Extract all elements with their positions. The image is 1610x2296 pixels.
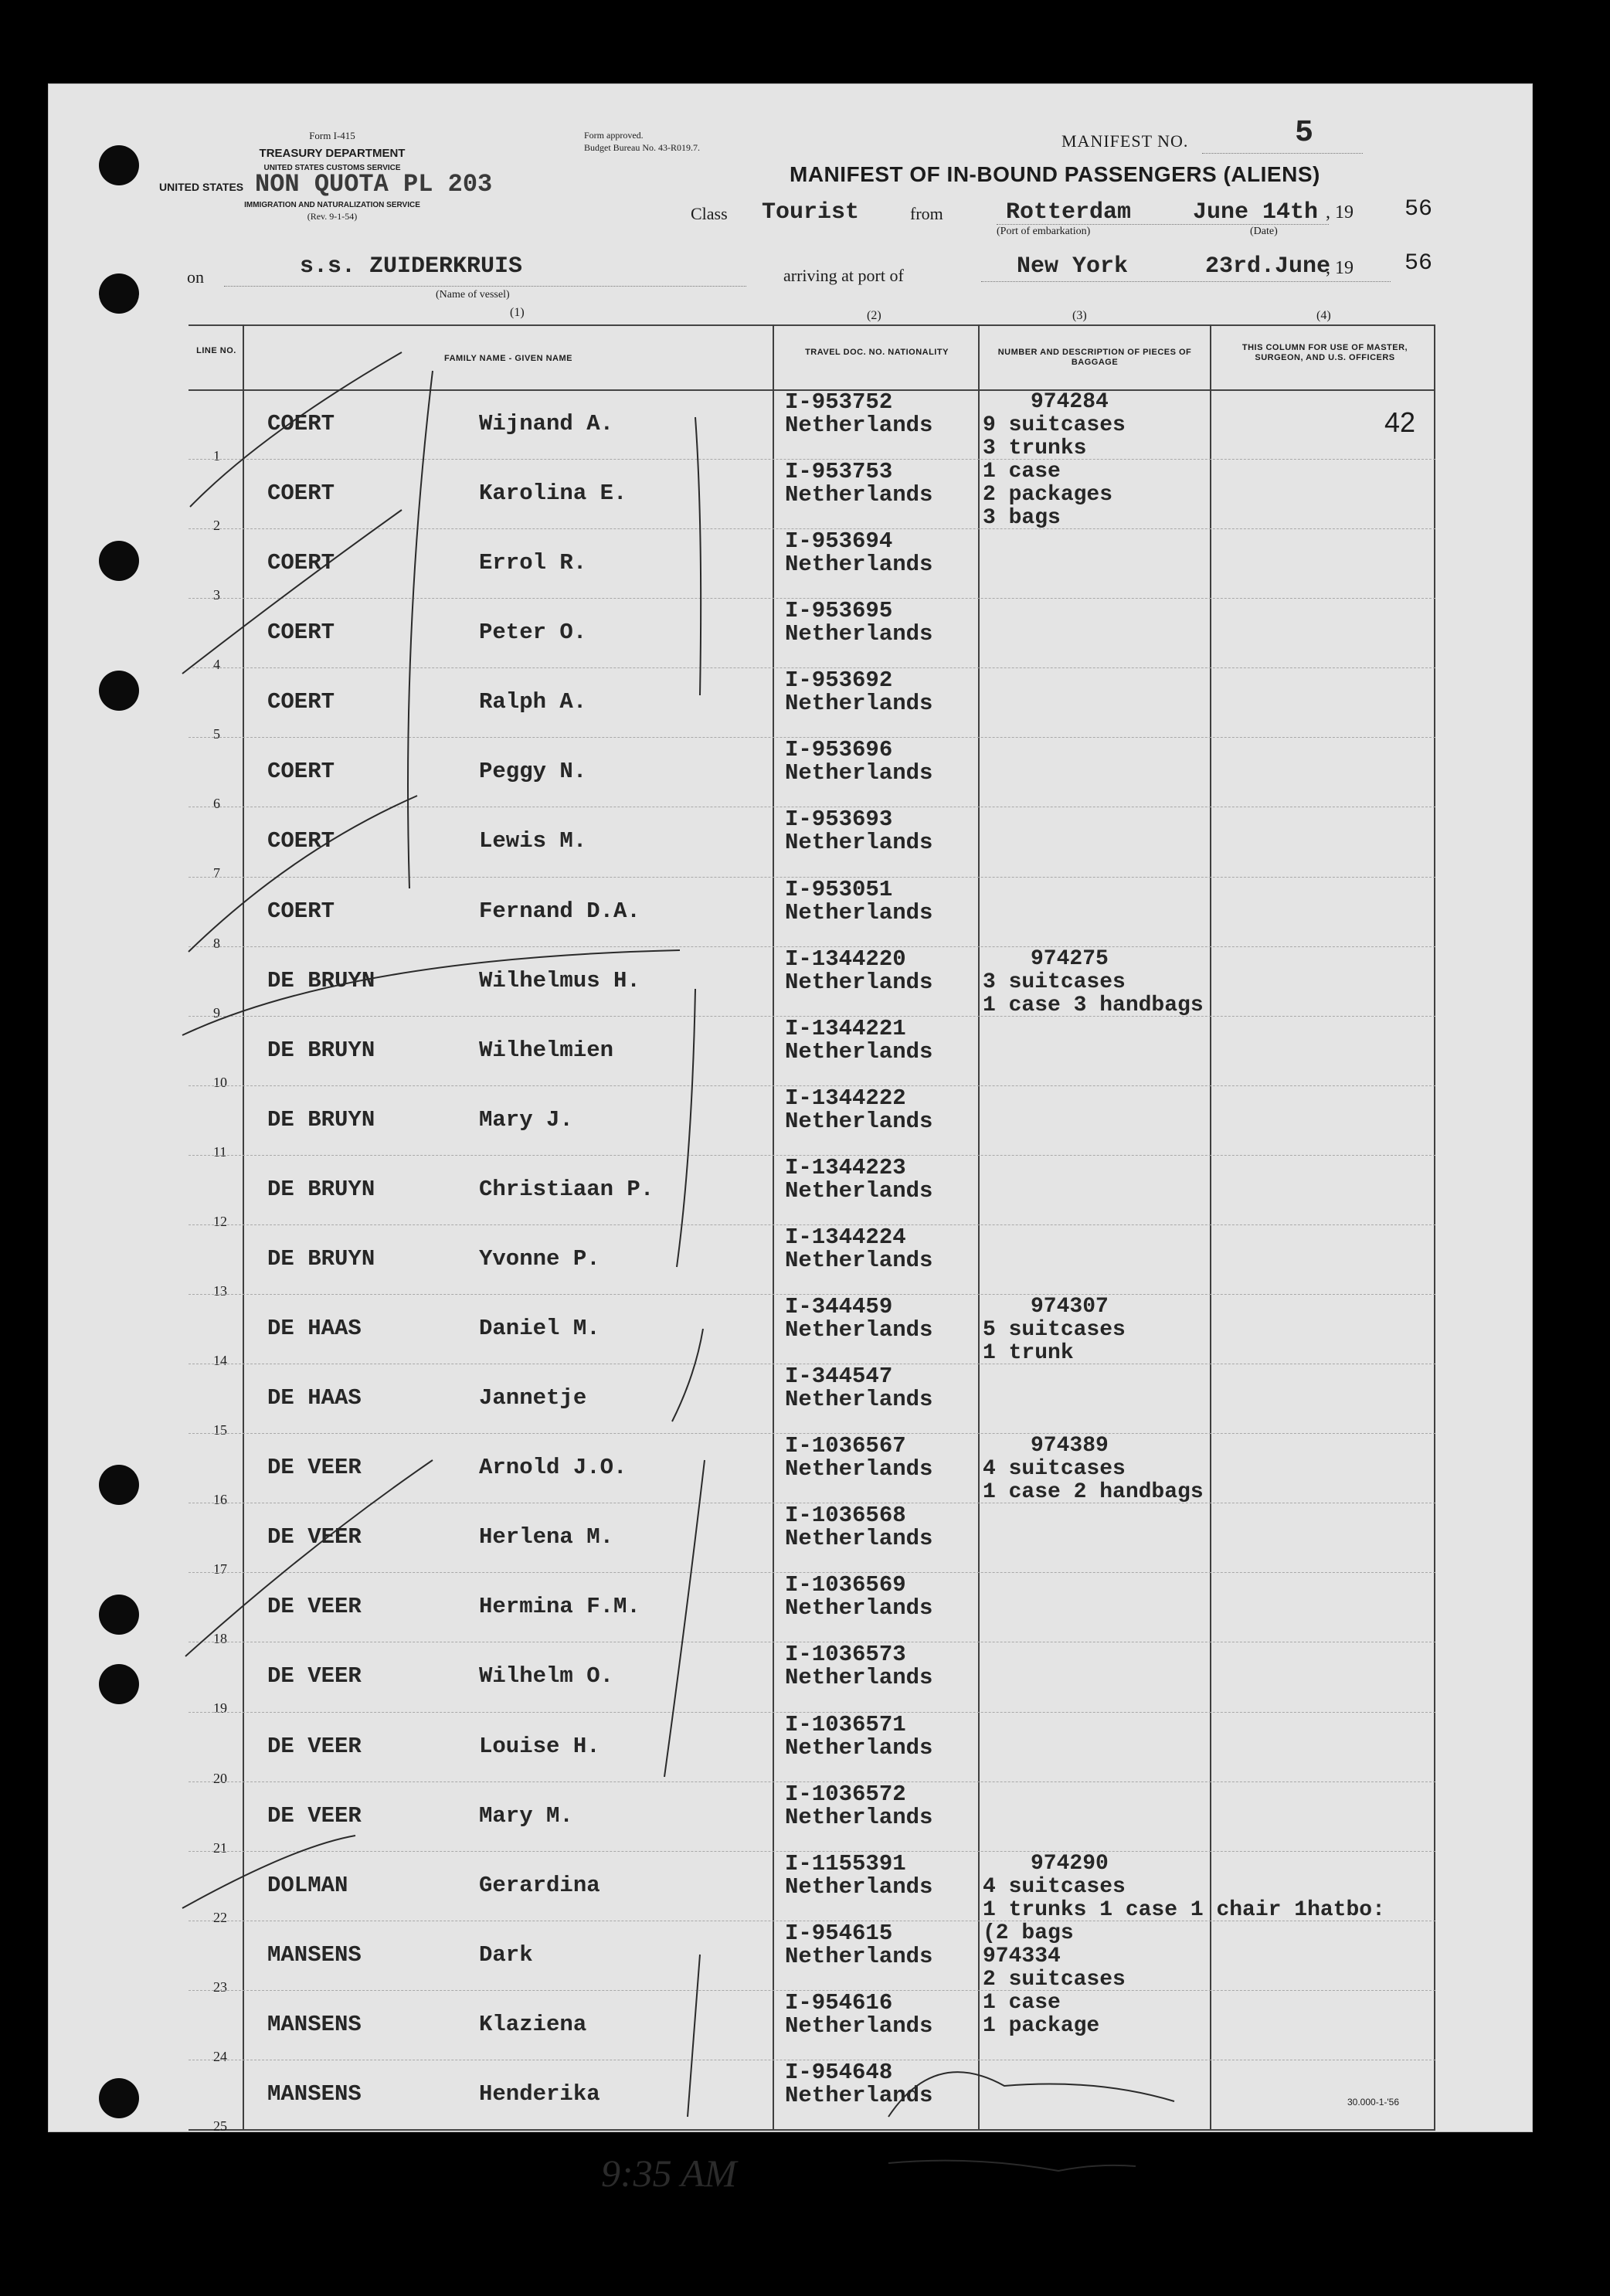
from-label: from (910, 204, 943, 223)
ins-label: IMMIGRATION AND NATURALIZATION SERVICE (244, 201, 420, 209)
travel-doc-number: I-953695 (785, 598, 893, 624)
line-number: 15 (213, 1422, 227, 1438)
given-name: Mary J. (479, 1106, 573, 1133)
baggage-line: 974389 (1031, 1434, 1109, 1459)
travel-doc-number: I-954648 (785, 2059, 893, 2085)
column-header-officers: THIS COLUMN FOR USE OF MASTER, SURGEON, AND U.S. OFFICERS (1241, 343, 1408, 362)
checkmark-stroke (182, 1836, 355, 1908)
line-number: 2 (213, 518, 220, 534)
handwritten-time: 9:35 AM (601, 2152, 737, 2195)
manifest-title: MANIFEST OF IN-BOUND PASSENGERS (ALIENS) (790, 162, 1320, 186)
given-name: Louise H. (479, 1733, 600, 1759)
given-name: Wilhelmien (479, 1037, 614, 1063)
line-number: 24 (213, 2048, 227, 2064)
travel-doc-number: I-953752 (785, 389, 893, 415)
line-number: 14 (213, 1353, 227, 1369)
baggage-line: 4 suitcases (983, 1874, 1126, 1899)
baggage-line: 1 package (983, 2013, 1100, 2038)
family-name: DE VEER (267, 1594, 362, 1620)
baggage-line: 974290 (1031, 1851, 1109, 1876)
given-name: Jannetje (479, 1385, 587, 1411)
revision: (Rev. 9-1-54) (307, 211, 358, 222)
checkmark-stroke (182, 510, 402, 674)
form-number: Form I-415 (309, 130, 355, 141)
family-name: COERT (267, 898, 335, 924)
vessel-caption: (Name of vessel) (436, 289, 510, 301)
vessel-name: s.s. ZUIDERKRUIS (300, 253, 523, 280)
family-name: MANSENS (267, 1941, 362, 1968)
form-footer-code: 30.000-1-'56 (1347, 2097, 1400, 2107)
baggage-line: 9 suitcases (983, 413, 1126, 437)
col-marker-4: (4) (1316, 309, 1331, 322)
family-name: DE VEER (267, 1733, 362, 1759)
travel-doc-number: I-953051 (785, 876, 893, 902)
baggage-line: 974284 (1031, 390, 1109, 414)
given-name: Mary M. (479, 1802, 573, 1829)
travel-doc-number: I-344459 (785, 1294, 893, 1320)
nationality: Netherlands (785, 899, 933, 926)
travel-doc-number: I-953694 (785, 528, 893, 555)
customs-service: UNITED STATES CUSTOMS SERVICE (263, 164, 401, 172)
nationality: Netherlands (785, 969, 933, 995)
baggage-line: 1 case 2 handbags (983, 1480, 1204, 1505)
given-name: Karolina E. (479, 481, 627, 507)
family-name: DE BRUYN (267, 967, 375, 993)
bracket-stroke (664, 1460, 705, 1777)
travel-doc-number: I-344547 (785, 1364, 893, 1390)
line-number: 10 (213, 1074, 227, 1090)
nationality: Netherlands (785, 760, 933, 786)
travel-doc-number: I-1036572 (785, 1781, 906, 1807)
given-name: Yvonne P. (479, 1245, 600, 1272)
line-number: 1 (213, 448, 220, 464)
travel-doc-number: I-1344224 (785, 1224, 906, 1250)
baggage-line: 1 trunks 1 case 1 chair 1hatbo: (983, 1897, 1385, 1922)
baggage-line: 1 case 3 handbags (983, 993, 1204, 1017)
port-of-embarkation: Rotterdam (1006, 199, 1132, 226)
given-name: Ralph A. (479, 689, 587, 715)
year: 56 (1405, 196, 1433, 222)
family-name: COERT (267, 481, 335, 507)
century-label-2: , 19 (1326, 258, 1354, 278)
line-number: 11 (213, 1143, 227, 1160)
line-number: 16 (213, 1492, 227, 1508)
date-caption: (Date) (1250, 226, 1278, 237)
class-value: Tourist (762, 199, 860, 226)
given-name: Wilhelm O. (479, 1663, 614, 1690)
baggage-line: 5 suitcases (983, 1318, 1126, 1343)
family-name: COERT (267, 620, 335, 646)
line-number: 9 (213, 1004, 220, 1021)
manifest-no-label: MANIFEST NO. (1061, 131, 1189, 151)
travel-doc-number: I-953692 (785, 667, 893, 694)
travel-doc-number: I-953693 (785, 807, 893, 833)
year-2: 56 (1405, 250, 1433, 277)
baggage-line: 974307 (1031, 1295, 1109, 1320)
nationality: Netherlands (785, 1108, 933, 1134)
col-marker-2: (2) (867, 309, 881, 322)
nationality: Netherlands (785, 552, 933, 578)
bracket-stroke (672, 1329, 703, 1421)
given-name: Klaziena (479, 2011, 587, 2037)
travel-doc-number: I-1036571 (785, 1711, 906, 1737)
line-number: 22 (213, 1909, 227, 1925)
line-number: 13 (213, 1282, 227, 1299)
officer-note: 42 (1384, 406, 1416, 438)
baggage-line: 4 suitcases (983, 1457, 1126, 1482)
baggage-line: 974334 (983, 1944, 1061, 1968)
family-name: COERT (267, 550, 335, 576)
nationality: Netherlands (785, 830, 933, 856)
line-number: 18 (213, 1631, 227, 1647)
line-number: 17 (213, 1561, 227, 1578)
family-name: MANSENS (267, 2080, 362, 2107)
column-header-travel-doc: TRAVEL DOC. NO. NATIONALITY (805, 348, 949, 357)
family-name: DE BRUYN (267, 1176, 375, 1202)
travel-doc-number: I-1036569 (785, 1572, 906, 1598)
baggage-line: (2 bags (983, 1921, 1074, 1945)
given-name: Daniel M. (479, 1316, 600, 1342)
family-name: DE BRUYN (267, 1245, 375, 1272)
budget-bureau: Budget Bureau No. 43-R019.7. (584, 142, 700, 153)
travel-doc-number: I-953753 (785, 459, 893, 485)
nationality: Netherlands (785, 1943, 933, 1969)
travel-doc-number: I-1155391 (785, 1850, 906, 1877)
given-name: Henderika (479, 2080, 600, 2107)
nationality: Netherlands (785, 482, 933, 508)
travel-doc-number: I-1344220 (785, 946, 906, 972)
given-name: Lewis M. (479, 828, 587, 854)
line-number: 4 (213, 657, 220, 673)
nationality: Netherlands (785, 2012, 933, 2039)
embark-date: June 14th (1193, 199, 1319, 226)
nationality: Netherlands (785, 1873, 933, 1900)
family-name: DE BRUYN (267, 1106, 375, 1133)
line-number: 7 (213, 865, 220, 881)
given-name: Christiaan P. (479, 1176, 654, 1202)
arrival-date: 23rd.June (1205, 253, 1331, 280)
given-name: Gerardina (479, 1872, 600, 1898)
nationality: Netherlands (785, 691, 933, 717)
nationality: Netherlands (785, 2082, 933, 2108)
travel-doc-number: I-1344221 (785, 1015, 906, 1041)
col-marker-1: (1) (510, 306, 525, 319)
bracket-stroke (408, 371, 433, 888)
travel-doc-number: I-1036573 (785, 1642, 906, 1668)
family-name: DE VEER (267, 1455, 362, 1481)
line-number: 25 (213, 2118, 227, 2134)
given-name: Wijnand A. (479, 411, 614, 436)
travel-doc-number: I-953696 (785, 737, 893, 763)
nationality: Netherlands (785, 621, 933, 647)
country-label: UNITED STATES (159, 181, 244, 193)
family-name: DOLMAN (267, 1872, 348, 1898)
family-name: COERT (267, 689, 335, 715)
on-label: on (187, 267, 204, 287)
arriving-label: arriving at port of (783, 266, 904, 285)
family-name: COERT (267, 828, 335, 854)
baggage-line: 3 bags (983, 506, 1061, 531)
given-name: Peggy N. (479, 759, 587, 785)
nationality: Netherlands (785, 1734, 933, 1761)
bracket-stroke (677, 989, 695, 1267)
checkmark-stroke (185, 1460, 433, 1656)
nationality: Netherlands (785, 1177, 933, 1204)
given-name: Arnold J.O. (479, 1455, 627, 1481)
baggage-line: 1 case (983, 460, 1061, 484)
nationality: Netherlands (785, 1456, 933, 1483)
col-marker-3: (3) (1072, 309, 1087, 322)
line-number: 3 (213, 587, 220, 603)
column-header-name: FAMILY NAME - GIVEN NAME (443, 354, 573, 363)
form-approved: Form approved. (584, 130, 644, 141)
nationality: Netherlands (785, 1038, 933, 1065)
family-name: COERT (267, 411, 335, 436)
arrival-port: New York (1017, 253, 1129, 280)
line-number: 21 (213, 1839, 227, 1856)
given-name: Hermina F.M. (479, 1594, 640, 1620)
line-number: 19 (213, 1700, 227, 1717)
line-number: 23 (213, 1978, 227, 1995)
baggage-line: 2 packages (983, 483, 1113, 508)
column-header-baggage: NUMBER AND DESCRIPTION OF PIECES OF BAGGAGE (997, 348, 1192, 367)
travel-doc-number: I-1344223 (785, 1154, 906, 1180)
checkmark-stroke (182, 950, 680, 1035)
given-name: Errol R. (479, 550, 587, 576)
given-name: Herlena M. (479, 1524, 614, 1550)
baggage-line: 3 trunks (983, 436, 1087, 460)
family-name: DE VEER (267, 1802, 362, 1829)
travel-doc-number: I-1036567 (785, 1433, 906, 1459)
signature-stroke (888, 2161, 1136, 2171)
column-header-line: LINE NO. (196, 346, 236, 355)
bracket-stroke (695, 417, 701, 695)
given-name: Dark (479, 1941, 533, 1968)
given-name: Fernand D.A. (479, 898, 640, 924)
family-name: DE BRUYN (267, 1037, 375, 1063)
nationality: Netherlands (785, 1665, 933, 1691)
family-name: COERT (267, 759, 335, 785)
bracket-stroke (688, 1955, 700, 2117)
baggage-line: 1 trunk (983, 1341, 1074, 1366)
line-number: 20 (213, 1770, 227, 1786)
line-number: 12 (213, 1213, 227, 1229)
nationality: Netherlands (785, 1804, 933, 1830)
checkmark-stroke (190, 352, 402, 507)
travel-doc-number: I-954615 (785, 1920, 893, 1946)
given-name: Wilhelmus H. (479, 967, 640, 993)
travel-doc-number: I-954616 (785, 1989, 893, 2016)
nationality: Netherlands (785, 413, 933, 438)
line-number: 8 (213, 935, 220, 951)
century-label: , 19 (1326, 202, 1354, 222)
family-name: DE VEER (267, 1663, 362, 1690)
non-quota-stamp: NON QUOTA PL 203 (255, 170, 493, 199)
nationality: Netherlands (785, 1526, 933, 1552)
manifest-number: 5 (1295, 116, 1314, 151)
nationality: Netherlands (785, 1595, 933, 1622)
travel-doc-number: I-1036568 (785, 1503, 906, 1529)
nationality: Netherlands (785, 1387, 933, 1413)
signature-stroke (888, 2072, 1174, 2117)
baggage-line: 974275 (1031, 946, 1109, 971)
line-number: 6 (213, 796, 220, 812)
department: TREASURY DEPARTMENT (259, 147, 406, 160)
checkmark-stroke (189, 796, 417, 952)
baggage-line: 3 suitcases (983, 970, 1126, 994)
family-name: DE VEER (267, 1524, 362, 1550)
family-name: MANSENS (267, 2011, 362, 2037)
family-name: DE HAAS (267, 1385, 362, 1411)
nationality: Netherlands (785, 1247, 933, 1273)
nationality: Netherlands (785, 1317, 933, 1343)
port-caption: (Port of embarkation) (997, 226, 1091, 237)
class-label: Class (691, 204, 728, 223)
given-name: Peter O. (479, 620, 587, 646)
baggage-line: 1 case (983, 1990, 1061, 2015)
baggage-line: 2 suitcases (983, 1967, 1126, 1992)
family-name: DE HAAS (267, 1316, 362, 1342)
line-number: 5 (213, 726, 220, 742)
travel-doc-number: I-1344222 (785, 1085, 906, 1111)
